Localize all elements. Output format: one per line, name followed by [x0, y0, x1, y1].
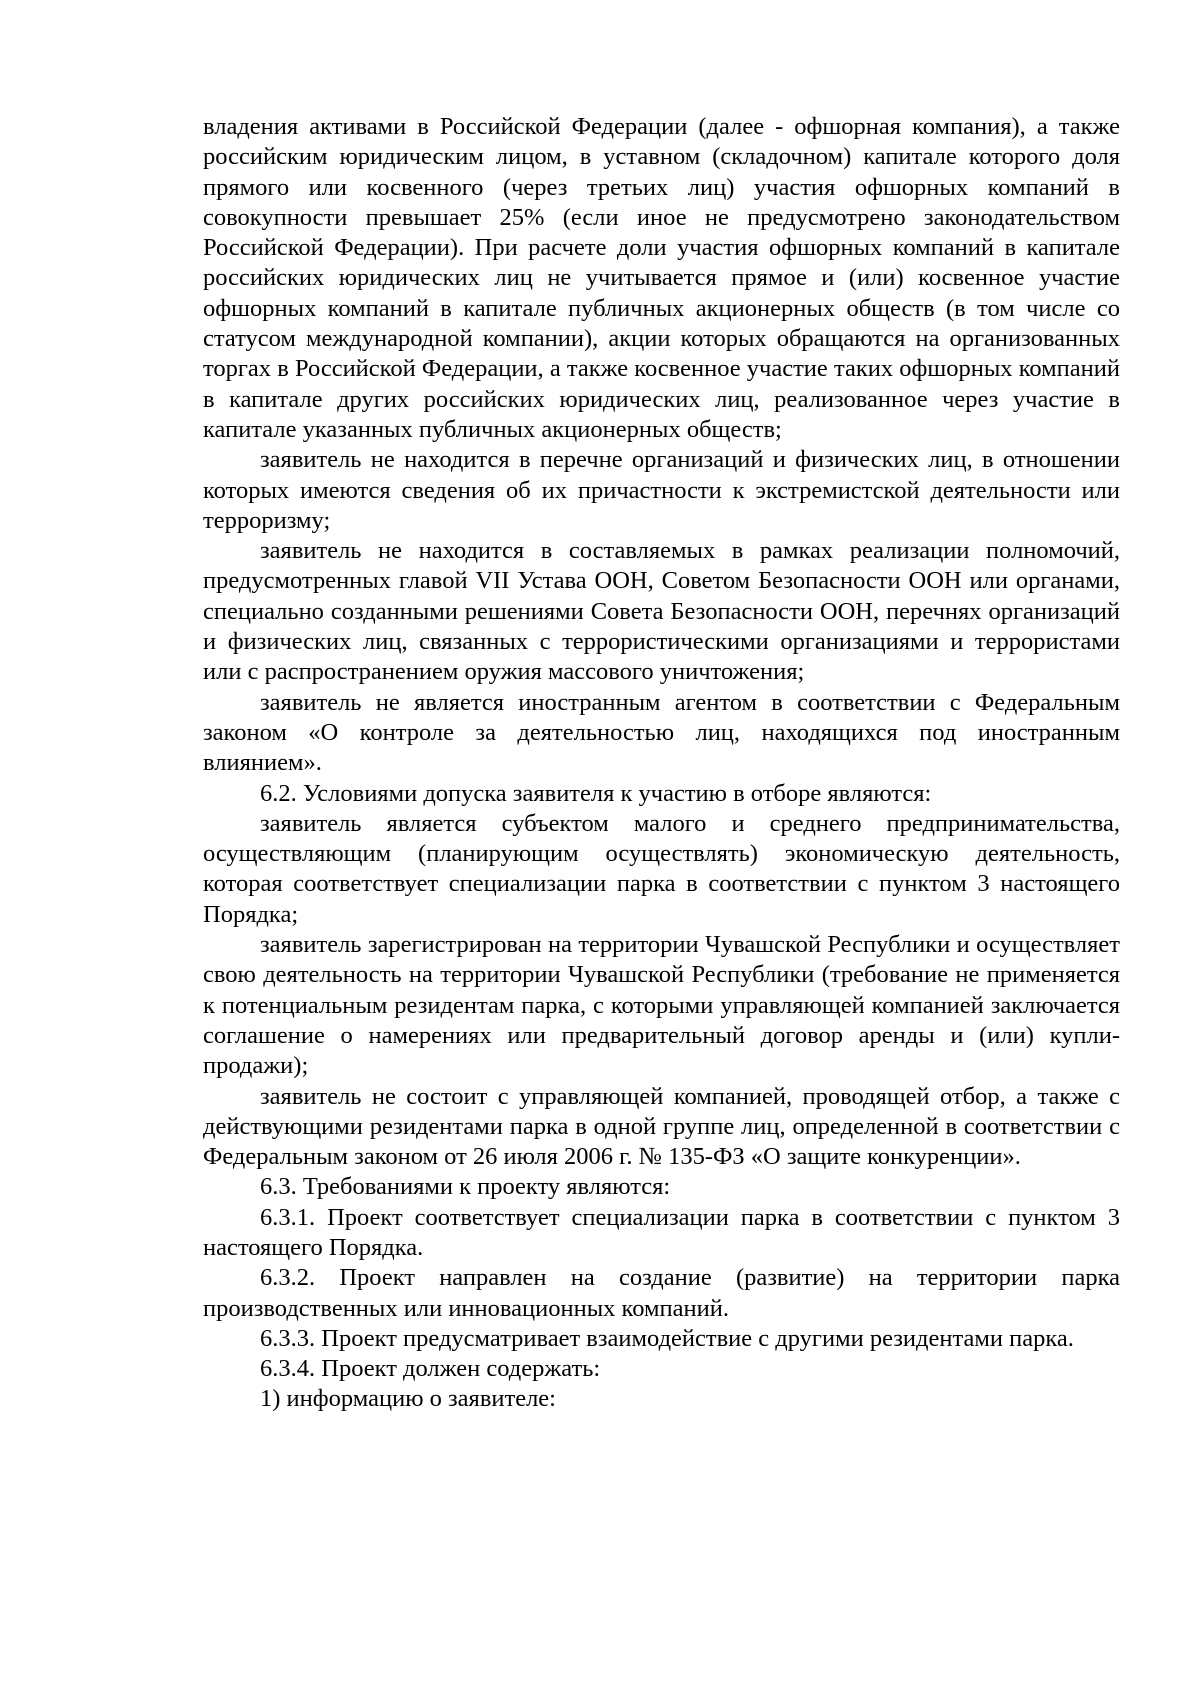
paragraph-offshore-continuation: владения активами в Российской Федерации (далее - офшорная компания), а также российским юридическим лицом, в уставном (складочном) капитале которого доля прямого или косвенного (через третьих лиц) участия офшорных компаний в совокупности превышает 25% (если иное не предусмотрено законодательством Российской Федерации). При расчете доли участия офшорных компаний в капитале российских юридических лиц не учитывается прямое и (или) косвенное участие офшорных компаний в капитале публичных акционерных обществ (в том числе со статусом международной компании), акции которых обращаются на организованных торгах в Российской Федерации, а также косвенное участие таких офшорных компаний в капитале других российских юридических лиц, реализованное через участие в капитале указанных публичных акционерных обществ; [203, 113, 1120, 443]
paragraph-6-3-4: 6.3.4. Проект должен содержать: [260, 1355, 601, 1383]
paragraph-applicant-info: 1) информацию о заявителе: [260, 1385, 556, 1413]
paragraph-extremism-list: заявитель не находится в перечне организаций и физических лиц, в отношении которых имеются сведения об их причастности к экстремистской деятельности или терроризму; [203, 446, 1120, 534]
paragraph-6-2-heading: 6.2. Условиями допуска заявителя к участию в отборе являются: [260, 779, 932, 807]
paragraph-chuvash-registration: заявитель зарегистрирован на территории Чувашской Республики и осуществляет свою деятельность на территории Чувашской Республики (требование не применяется к потенциальным резидентам парка, с которыми управляющей компанией заключается соглашение о намерениях или предварительный договор аренды и (или) купли-продажи); [203, 931, 1120, 1080]
paragraph-foreign-agent: заявитель не является иностранным агентом в соответствии с Федеральным законом «О контроле за деятельностью лиц, находящихся под иностранным влиянием». [203, 688, 1120, 777]
paragraph-6-3-1: 6.3.1. Проект соответствует специализации парка в соответствии с пунктом 3 настоящего Порядка. [203, 1203, 1120, 1261]
paragraph-sme-subject: заявитель является субъектом малого и среднего предпринимательства, осуществляющим (планирующим осуществлять) экономическую деятельность, которая соответствует специализации парка в соответствии с пунктом 3 настоящего Порядка; [203, 809, 1120, 928]
paragraph-6-3-2: 6.3.2. Проект направлен на создание (развитие) на территории парка производственных или инновационных компаний. [203, 1264, 1120, 1322]
paragraph-6-3-3: 6.3.3. Проект предусматривает взаимодействие с другими резидентами парка. [260, 1324, 1074, 1352]
paragraph-6-3-heading: 6.3. Требованиями к проекту являются: [260, 1173, 671, 1201]
paragraph-un-sanctions-list: заявитель не находится в составляемых в рамках реализации полномочий, предусмотренных главой VII Устава ООН, Советом Безопасности ООН или органами, специально созданными решениями Совета Безопасности ООН, перечнях организаций и физических лиц, связанных с террористическими организациями и террористами или с распространением оружия массового уничтожения; [203, 537, 1120, 686]
paragraph-group-of-persons: заявитель не состоит с управляющей компанией, проводящей отбор, а также с действующими резидентами парка в одной группе лиц, определенной в соответствии с Федеральным законом от 26 июля 2006 г. № 135-ФЗ «О защите конкуренции». [203, 1082, 1120, 1171]
document-page [203, 112, 1120, 1415]
